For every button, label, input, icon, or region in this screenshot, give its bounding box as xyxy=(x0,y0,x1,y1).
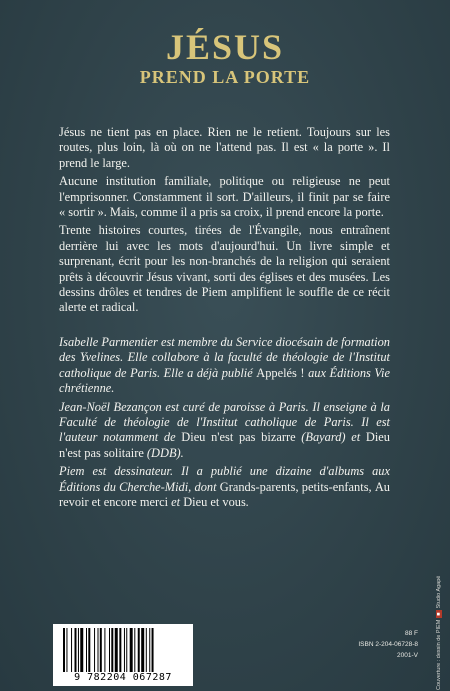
barcode-bars xyxy=(61,628,185,672)
credit-tag: ■ xyxy=(436,612,442,616)
book-reference: Appelés ! xyxy=(256,365,305,380)
cover-credit: Couverture : dessin de PIEM■Studio Agapé xyxy=(436,575,442,690)
isbn: ISBN 2-204-06728-8 xyxy=(358,641,418,648)
description-paragraph: Jésus ne tient pas en place. Rien ne le retient. Toujours sur les routes, plus loin, là où on ne l'attend pas. Il est « la porte ». Il prend le large. xyxy=(59,125,390,170)
description-block xyxy=(59,125,390,319)
description-paragraph: Aucune institution familiale, politique ou religieuse ne peut l'emprisonner. Constamment il sort. D'ailleurs, il finit par se faire « sortir ». Mais, comme il a pris sa croix, il prend encore la porte. xyxy=(59,174,390,220)
barcode-number: 9 782204 067287 xyxy=(74,672,172,683)
description-paragraph: Trente histoires courtes, tirées de l'Évangile, nous entraînent derrière lui avec les mots d'aujourd'hui. Un livre simple et surprenant, écrit pour les non-branchés de la religion qui seraient prêts à découvrir Jésus vivant, sorti des églises et des musées. Les dessins drôles et tendres de Piem amplifient le souffle de ce récit alerte et radical. xyxy=(59,223,390,315)
author-bios xyxy=(59,335,390,513)
book-title: JÉSUS xyxy=(165,27,285,67)
price: 88 F xyxy=(404,630,418,637)
book-reference: Dieu n'est pas solitaire xyxy=(59,430,390,460)
book-reference: Dieu et vous xyxy=(183,495,246,510)
book-reference: Grands-parents, petits-enfants xyxy=(219,479,369,494)
bio-isabelle-parmentier: Isabelle Parmentier est membre du Service diocésain de formation des Yvelines. Elle collabore à la faculté de théologie de l'Institut catholique de Paris. Elle a déjà publié Appelés ! aux Éditions Vie chrétienne. xyxy=(59,335,390,396)
book-reference: Au revoir et encore merci xyxy=(59,479,390,510)
bio-piem: Piem est dessinateur. Il a publié une dizaine d'albums aux Éditions du Cherche-Midi, dont Grands-parents, petits-enfants, Au revoir et encore merci et Dieu et vous. xyxy=(59,464,390,510)
book-subtitle: PREND LA PORTE xyxy=(139,67,311,87)
barcode xyxy=(53,624,193,686)
book-reference: Dieu n'est pas bizarre xyxy=(181,430,296,445)
bio-jean-noel-bezancon: Jean-Noël Bezançon est curé de paroisse à Paris. Il enseigne à la Faculté de théologie de l'Institut catholique de Paris. Il est l'auteur notamment de Dieu n'est pas bizarre (Bayard) et Dieu n'est pas solitaire (DDB). xyxy=(59,399,390,460)
book-meta xyxy=(358,628,418,661)
catalog-code: 2001-V xyxy=(397,652,418,659)
